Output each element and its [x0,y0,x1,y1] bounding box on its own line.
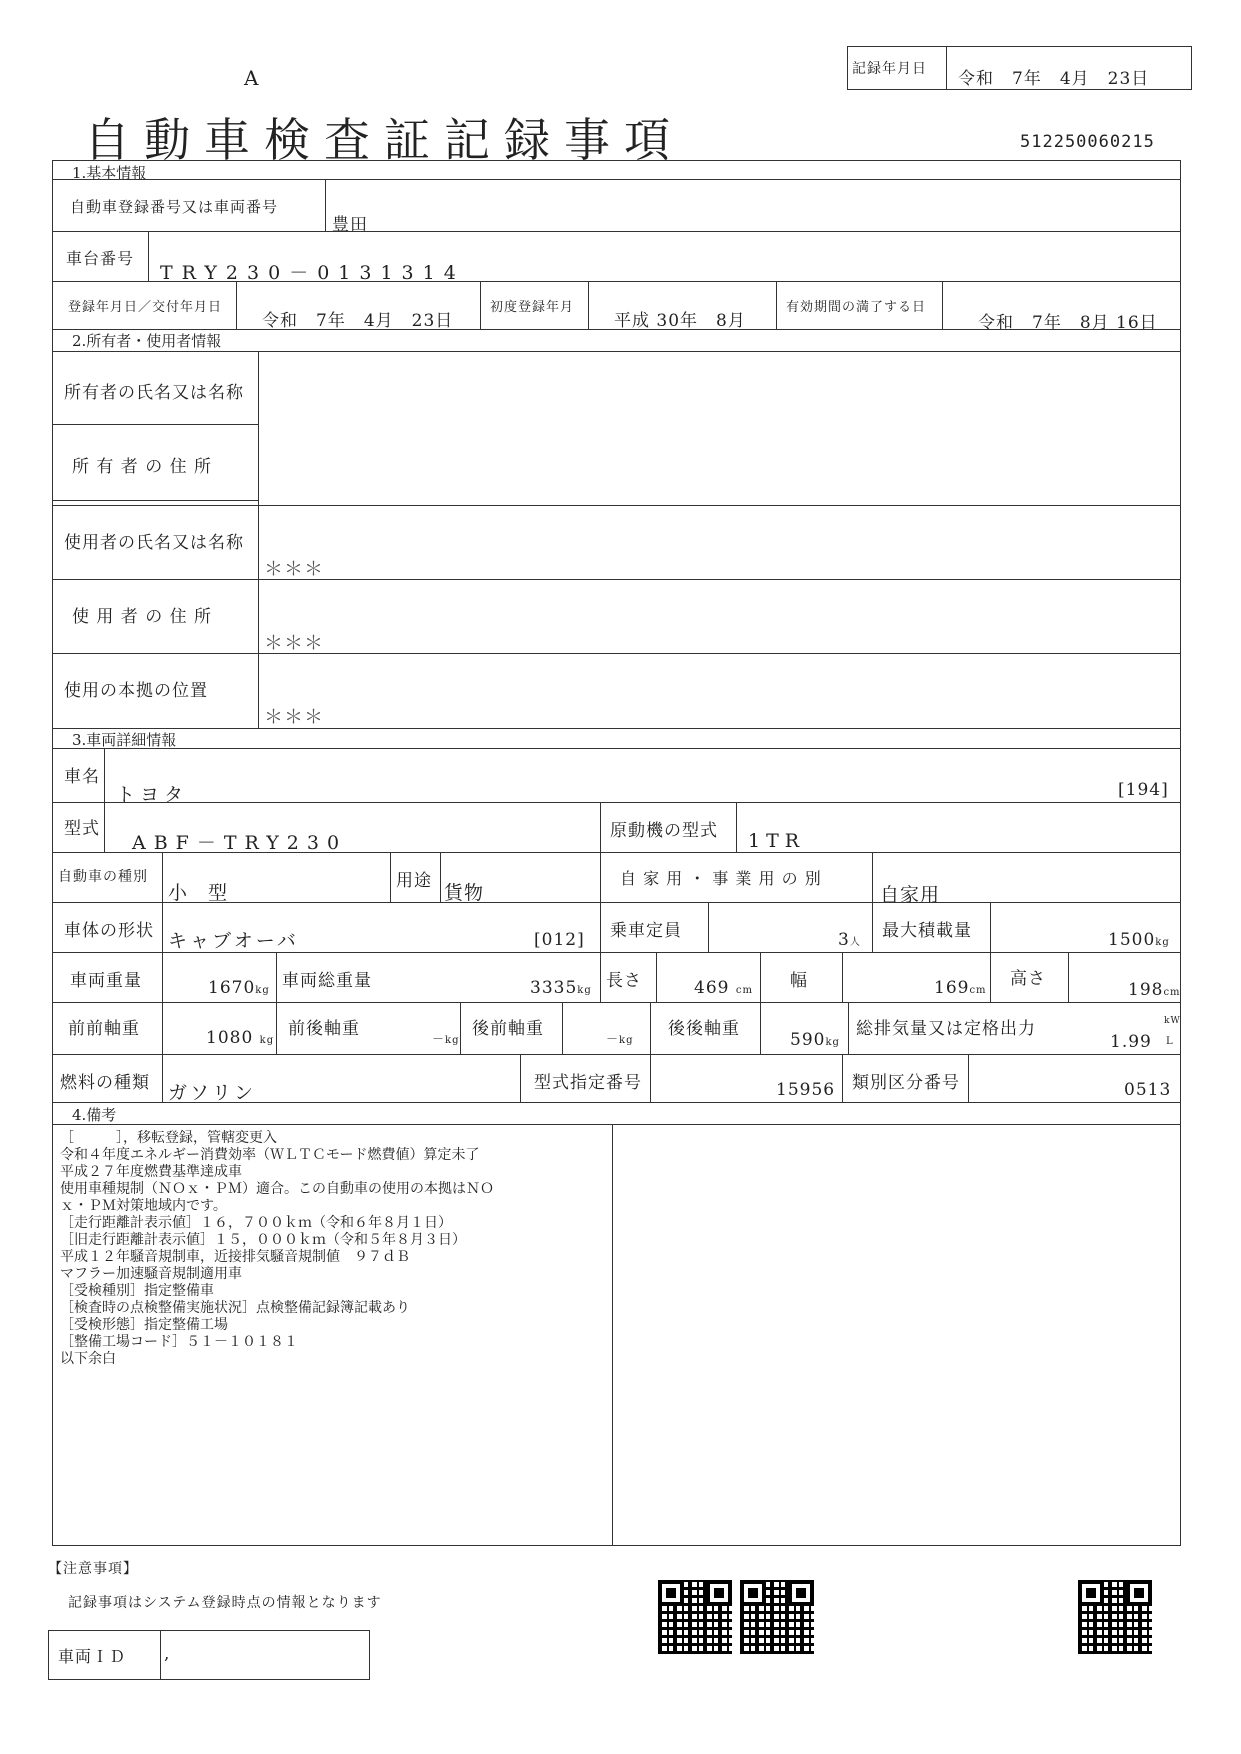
model-label: 型式 [64,819,100,839]
kind-label: 自動車の種別 [58,869,148,885]
base-location-value: ＊＊＊ [264,706,325,728]
owner-address-label: 所 有 者 の 住 所 [72,457,213,477]
remark-line: ｘ・ＰＭ対策地域内です。 [60,1198,227,1214]
length-label: 長さ [606,971,642,991]
section-remarks-title: 4.備考 [72,1106,117,1124]
issue-date-label: 登録年月日／交付年月日 [68,300,223,315]
private-business-label: 自 家 用 ・ 事 業 用 の 別 [620,869,822,888]
kind-value: 小 型 [168,882,229,904]
first-reg-value: 平成 30年 8月 [614,311,746,331]
notes-label: 【注意事項】 [48,1561,138,1577]
max-load-value: 1500kg [1108,930,1170,950]
rear-front-axle-value: －kg [606,1032,634,1046]
remark-line: ［受検形態］指定整備工場 [60,1317,228,1333]
front-rear-axle-label: 前後軸重 [288,1019,360,1039]
issue-date-value: 令和 7年 4月 23日 [262,311,454,331]
type-designation-label: 型式指定番号 [534,1073,642,1093]
body-shape-code: [012] [534,930,585,950]
gross-weight-label: 車両総重量 [282,971,372,991]
rear-rear-axle-label: 後後軸重 [668,1019,740,1039]
type-designation-value: 15956 [776,1080,836,1100]
document-number: 512250060215 [1020,132,1155,152]
remark-line: 平成２７年度燃費基準達成車 [60,1164,242,1180]
section-vehicle-title: 3.車両詳細情報 [72,731,177,749]
chassis-value: TRY230－0131314 [160,262,465,284]
vehicle-weight-label: 車両重量 [70,971,142,991]
engine-label: 原動機の型式 [610,821,718,841]
displacement-value: 1.99 [1110,1032,1152,1052]
displacement-label: 総排気量又は定格出力 [856,1019,1036,1039]
user-address-label: 使 用 者 の 住 所 [72,607,213,627]
document-title: 自動車検査証記録事項 [84,113,684,167]
section-basic-title: 1.基本情報 [72,164,147,182]
car-name-value: トヨタ [116,784,189,806]
front-front-axle-value: 1080 kg [206,1028,275,1048]
reg-value: 豊田 [332,215,368,235]
rear-rear-axle-value: 590kg [790,1030,840,1050]
body-shape-label: 車体の形状 [64,921,154,941]
capacity-value: 3人 [838,930,861,950]
expiry-label: 有効期間の満了する日 [786,300,927,315]
user-name-label: 使用者の氏名又は名称 [64,533,244,553]
height-value: 198cm [1128,980,1181,1000]
remark-line: 使用車種規制（ＮＯｘ・ＰＭ）適合。この自動車の使用の本拠はＮＯ [60,1181,494,1197]
record-date-label: 記録年月日 [852,61,927,77]
qr-code-2 [740,1580,814,1654]
remark-line: 令和４年度エネルギー消費効率（ＷＬＴＣモード燃費値）算定未了 [60,1147,480,1163]
use-value: 貨物 [444,882,485,904]
engine-value: 1TR [748,830,806,852]
vehicle-id-value: , [164,1644,171,1664]
vehicle-weight-value: 1670kg [208,978,270,998]
width-label: 幅 [790,971,808,991]
width-value: 169cm [934,978,987,998]
remark-line: ［旧走行距離計表示値］１５，０００ｋｍ（令和５年８月３日） [60,1232,466,1248]
base-location-label: 使用の本拠の位置 [64,681,208,701]
remark-line: ［ ］，移転登録，管轄変更入 [60,1130,277,1146]
expiry-value: 令和 7年 8月 16日 [978,313,1158,333]
model-value: ABF－TRY230 [132,832,348,854]
body-shape-value: キャブオーバ [168,930,299,952]
car-name-code: [194] [1118,780,1169,800]
owner-name-label: 所有者の氏名又は名称 [64,383,244,403]
max-load-label: 最大積載量 [882,921,972,941]
notes-text: 記録事項はシステム登録時点の情報となります [68,1595,382,1611]
private-business-value: 自家用 [880,884,941,906]
first-reg-label: 初度登録年月 [490,300,575,315]
front-front-axle-label: 前前軸重 [68,1019,140,1039]
length-value: 469 cm [694,978,753,998]
gross-weight-value: 3335kg [530,978,592,998]
rear-front-axle-label: 後前軸重 [472,1019,544,1039]
remark-line: マフラー加速騒音規制適用車 [60,1266,242,1282]
fuel-type-label: 燃料の種類 [60,1073,150,1093]
remark-line: ［走行距離計表示値］１６，７００ｋｍ（令和６年８月１日） [60,1215,452,1231]
front-rear-axle-value: －kg [432,1032,460,1046]
car-name-label: 車名 [64,767,100,787]
displacement-unit-kw: kW [1164,1016,1181,1026]
fuel-type-value: ガソリン [168,1082,257,1104]
user-address-value: ＊＊＊ [264,632,325,654]
remark-line: ［検査時の点検整備実施状況］点検整備記録簿記載あり [60,1300,410,1316]
displacement-unit-l: L [1166,1036,1174,1047]
remark-line: ［整備工場コード］５１－１０１８１ [60,1334,298,1350]
section-owner-title: 2.所有者・使用者情報 [72,332,222,350]
remarks-list [60,1130,610,1368]
remark-line: 平成１２年騒音規制車，近接排気騒音規制値 ９７ｄＢ [60,1249,410,1265]
class-number-label: 類別区分番号 [852,1073,960,1093]
qr-code-3 [1078,1580,1152,1654]
vehicle-id-label: 車両ＩＤ [58,1647,127,1666]
chassis-label: 車台番号 [66,249,135,268]
record-date-value: 令和 7年 4月 23日 [958,69,1150,89]
remark-line: ［受検種別］指定整備車 [60,1283,214,1299]
capacity-label: 乗車定員 [610,921,682,941]
height-label: 高さ [1010,969,1046,989]
qr-code-1 [658,1580,732,1654]
reg-label: 自動車登録番号又は車両番号 [70,198,279,216]
remark-line: 以下余白 [60,1351,116,1367]
class-number-value: 0513 [1124,1080,1172,1100]
use-label: 用途 [396,871,432,891]
user-name-value: ＊＊＊ [264,558,325,580]
copy-mark: A [244,66,260,90]
